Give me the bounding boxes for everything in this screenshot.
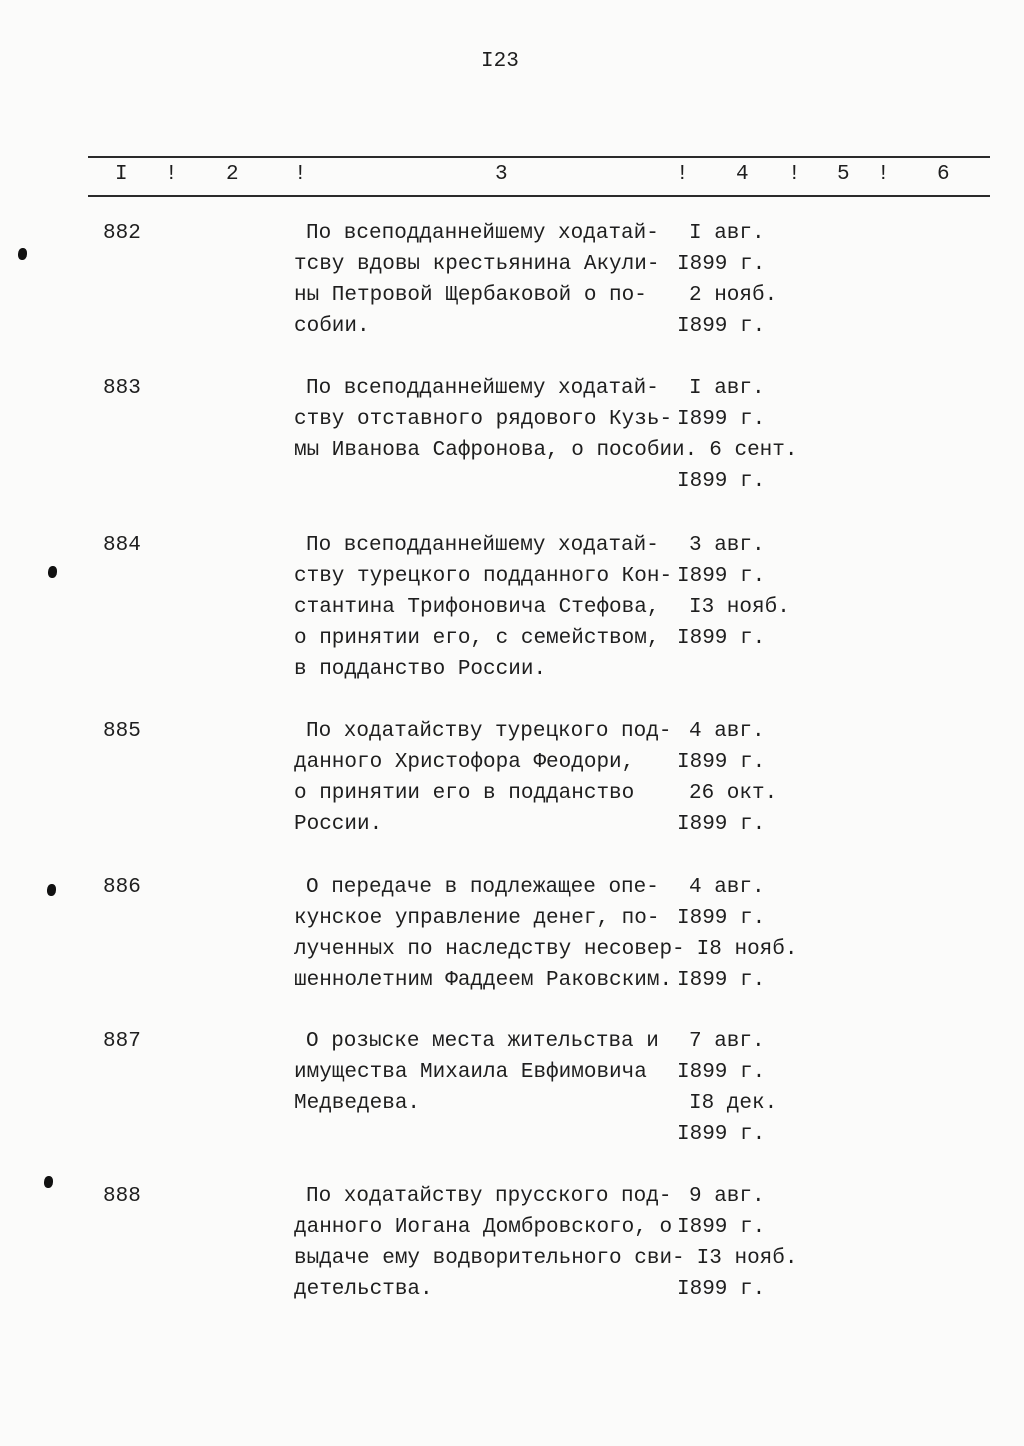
entry-line: [294, 876, 765, 907]
entry-description: данного Иогана Домбровского, о: [294, 1216, 673, 1239]
entry-date: I899 г.: [677, 907, 766, 930]
page-number: I23: [481, 50, 519, 73]
entry-line: [294, 969, 765, 1000]
entry-description: лученных по наследству несовер-: [294, 938, 685, 961]
entry-line: [294, 1185, 765, 1216]
entry-number: 887: [103, 1030, 141, 1053]
entry-description: По ходатайству прусского под-: [306, 1185, 672, 1208]
entry-line: [294, 596, 790, 627]
entry-line: [294, 284, 777, 315]
entry-date: I8 дек.: [689, 1092, 778, 1115]
entry-date: I авг.: [689, 222, 765, 245]
entry-description: ству турецкого подданного Кон-: [294, 565, 673, 588]
entry-description: данного Христофора Феодори,: [294, 751, 635, 774]
entry-description: По всеподданнейшему ходатай-: [306, 377, 659, 400]
column-separator: !: [877, 163, 890, 186]
entry-date: 26 окт.: [689, 782, 778, 805]
entry-line: [294, 1247, 798, 1278]
entry-description: детельства.: [294, 1278, 433, 1301]
entry-description: выдаче ему водворительного сви-: [294, 1247, 685, 1270]
entry-description: имущества Михаила Евфимовича: [294, 1061, 647, 1084]
entry-line: [294, 720, 765, 751]
entry-date: I3 нояб.: [696, 1247, 798, 1270]
entry-line: [294, 315, 765, 346]
entry-line: [294, 907, 765, 938]
entry-line: [294, 1216, 765, 1247]
punch-mark: [47, 884, 56, 896]
entry-date: 4 авг.: [689, 720, 765, 743]
entry-date: I899 г.: [677, 408, 766, 431]
entry-line: [294, 658, 689, 689]
entry-line: [294, 938, 798, 969]
entry-date: 9 авг.: [689, 1185, 765, 1208]
entry-number: 886: [103, 876, 141, 899]
entry-date: I899 г.: [677, 813, 766, 836]
entry-line: [294, 1278, 765, 1309]
entry-description: тсву вдовы крестьянина Акули-: [294, 253, 660, 276]
entry-line: [294, 534, 765, 565]
column-separator: !: [788, 163, 801, 186]
entry-number: 888: [103, 1185, 141, 1208]
entry-date: I авг.: [689, 377, 765, 400]
entry-date: [677, 658, 689, 681]
entry-line: [294, 813, 765, 844]
entry-date: I899 г.: [677, 1216, 766, 1239]
column-separator: !: [676, 163, 689, 186]
entry-description: По всеподданнейшему ходатай-: [306, 534, 659, 557]
column-header: 2: [226, 163, 239, 186]
entry-date: I8 нояб.: [696, 938, 798, 961]
entry-date: I899 г.: [677, 315, 766, 338]
punch-mark: [48, 566, 57, 578]
entry-description: стантина Трифоновича Стефова,: [294, 596, 660, 619]
entry-line: [294, 1123, 765, 1154]
entry-date: I899 г.: [677, 470, 766, 493]
punch-mark: [18, 248, 27, 260]
entry-line: [294, 1061, 765, 1092]
entry-date: 2 нояб.: [689, 284, 778, 307]
entry-line: [294, 439, 797, 470]
entry-date: I3 нояб.: [689, 596, 790, 619]
entry-line: [294, 627, 765, 658]
entry-date: I899 г.: [677, 1061, 766, 1084]
entry-description: По ходатайству турецкого под-: [306, 720, 672, 743]
entry-line: [294, 1092, 777, 1123]
table-top-rule: [88, 156, 990, 158]
entry-description: о принятии его в подданство: [294, 782, 635, 805]
entry-number: 884: [103, 534, 141, 557]
entry-line: [294, 408, 765, 439]
entry-line: [294, 565, 765, 596]
entry-description: шеннолетним Фаддеем Раковским.: [294, 969, 673, 992]
column-header: 4: [736, 163, 749, 186]
entry-date: I899 г.: [677, 565, 766, 588]
entry-date: 4 авг.: [689, 876, 765, 899]
entry-date: 6 сент.: [709, 439, 798, 462]
column-header: I: [115, 163, 128, 186]
entry-line: [294, 377, 765, 408]
entry-description: России.: [294, 813, 383, 836]
entry-date: I899 г.: [677, 751, 766, 774]
entry-date: I899 г.: [677, 1123, 766, 1146]
entry-date: 7 авг.: [689, 1030, 765, 1053]
entry-description: ны Петровой Щербаковой о по-: [294, 284, 647, 307]
column-header: 6: [937, 163, 950, 186]
entry-description: Медведева.: [294, 1092, 421, 1115]
column-header: 3: [495, 163, 508, 186]
entry-date: I899 г.: [677, 627, 766, 650]
entry-number: 883: [103, 377, 141, 400]
entry-line: [294, 222, 765, 253]
entry-number: 885: [103, 720, 141, 743]
entry-line: [294, 253, 765, 284]
entry-date: 3 авг.: [689, 534, 765, 557]
entry-description: кунское управление денег, по-: [294, 907, 660, 930]
punch-mark: [44, 1176, 53, 1188]
entry-description: мы Иванова Сафронова, о пособии.: [294, 439, 698, 462]
entry-line: [294, 751, 765, 782]
entry-description: О передаче в подлежащее опе-: [306, 876, 659, 899]
entry-line: [294, 1030, 765, 1061]
entry-number: 882: [103, 222, 141, 245]
entry-description: в подданство России.: [294, 658, 547, 681]
column-separator: !: [294, 163, 307, 186]
column-separator: !: [165, 163, 178, 186]
entry-description: собии.: [294, 315, 370, 338]
entry-line: [294, 782, 777, 813]
entry-line: [294, 470, 765, 501]
entry-description: О розыске места жительства и: [306, 1030, 659, 1053]
table-header-rule: [88, 195, 990, 197]
entry-description: ству отставного рядового Кузь-: [294, 408, 673, 431]
entry-date: I899 г.: [677, 253, 766, 276]
column-header: 5: [837, 163, 850, 186]
entry-date: I899 г.: [677, 969, 766, 992]
entry-description: По всеподданнейшему ходатай-: [306, 222, 659, 245]
entry-description: о принятии его, с семейством,: [294, 627, 660, 650]
entry-date: I899 г.: [677, 1278, 766, 1301]
